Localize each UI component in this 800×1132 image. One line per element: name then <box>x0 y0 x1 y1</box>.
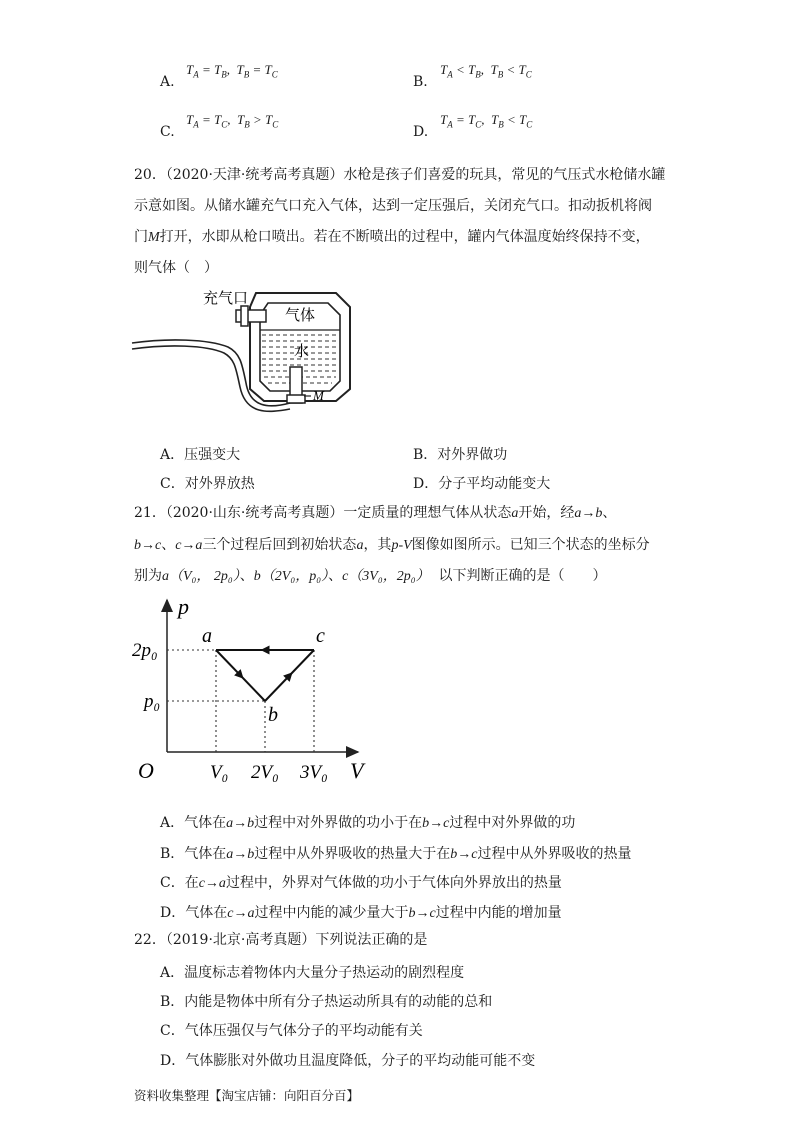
q21-line-1: 21．（2020·山东·统考高考真题）一定质量的理想气体从状态a开始，经a→b、 <box>134 505 617 521</box>
q20-line-1 <box>134 160 665 190</box>
q21-pv: p-V <box>391 538 412 553</box>
q20-source: （2020·天津·统考高考真题） <box>165 167 344 183</box>
q21-coord-b: b（2V₀，p₀） <box>253 569 329 584</box>
q22-option-d <box>160 1050 535 1070</box>
q21-process-ab: a→b <box>574 506 603 521</box>
q22-text: 下列说法正确的是 <box>315 932 428 948</box>
q21-text-1b: 开始，经 <box>518 505 575 521</box>
inlet-cap <box>241 306 248 326</box>
q21-number: 21． <box>134 505 166 521</box>
q20-line-2: 示意如图。从储水罐充气口充入气体，达到一定压强后，关闭充气口。扣动扳机将阀 <box>134 198 652 214</box>
pv-diagram <box>130 590 380 790</box>
q19-option-b-formula: $T_A < T_B$, $T_B < T_C$ <box>440 62 532 80</box>
q19-option-b-letter: B. <box>413 74 428 90</box>
q20-option-a <box>160 444 240 464</box>
q21-state-a-2: a <box>356 538 364 553</box>
q21-option-a-letter: A． <box>160 815 185 831</box>
q20-option-a-letter: A． <box>160 447 185 463</box>
q21-option-d-m2: b→c <box>408 906 436 921</box>
q22-option-d-text: 气体膨胀对外做功且温度降低，分子的平均动能可能不变 <box>185 1053 536 1069</box>
y-tick-label: p₀ <box>144 691 161 712</box>
q19-option-a-letter: A. <box>160 74 175 90</box>
q21-coord-a: a（V₀， 2p₀） <box>162 569 240 584</box>
q21-source: （2020·山东·统考高考真题） <box>165 505 344 521</box>
q22-option-a-letter: A． <box>160 965 185 981</box>
q20-option-d-letter: D． <box>413 476 439 492</box>
q22-source: （2019·北京·高考真题） <box>165 932 316 948</box>
q20-option-d-text: 分子平均动能变大 <box>438 476 551 492</box>
q21-option-a-mid: 过程中对外界做的功小于在 <box>254 815 423 831</box>
q22-option-c <box>160 1020 423 1040</box>
q19-option-c-letter: C. <box>160 124 175 140</box>
q21-text-3a: 别为 <box>134 568 162 584</box>
q21-text-1a: 一定质量的理想气体从状态 <box>343 505 512 521</box>
q20-option-c <box>160 473 255 493</box>
point-label-c: c <box>316 625 325 647</box>
q20-line-4: 则气体（ ） <box>134 260 218 276</box>
y-tick-label: 2p₀ <box>132 640 158 661</box>
q21-option-d-pre: 气体在 <box>185 905 228 921</box>
q21-option-a-m1: a→b <box>226 816 255 831</box>
q21-option-b-pre: 气体在 <box>184 846 227 862</box>
q21-option-d-letter: D． <box>160 905 186 921</box>
q19-option-c-formula: $T_A = T_C$, $T_B > T_C$ <box>186 112 279 130</box>
q22-option-b-letter: B． <box>160 994 185 1010</box>
q21-option-c <box>160 872 562 892</box>
water-label: 水 <box>294 344 310 360</box>
x-tick-label: V₀ <box>210 762 229 783</box>
q22-option-c-letter: C． <box>160 1023 185 1039</box>
point-label-b: b <box>268 704 278 726</box>
q20-option-c-text: 对外界放热 <box>184 476 255 492</box>
q22-option-c-text: 气体压强仅与气体分子的平均动能有关 <box>184 1023 423 1039</box>
q21-option-c-mid: 过程中，外界对气体做的功小于气体向外界放出的热量 <box>225 875 562 891</box>
q21-option-b-post: 过程中从外界吸收的热量 <box>477 846 632 862</box>
q19-option-d-formula: $T_A = T_C$, $T_B < T_C$ <box>440 112 533 130</box>
q21-state-a: a <box>511 506 519 521</box>
q21-option-b-m2: b→c <box>450 847 478 862</box>
gun-hose-outer <box>132 340 290 406</box>
q21-option-b <box>160 843 632 863</box>
q21-option-b-mid: 过程中从外界吸收的热量大于在 <box>254 846 451 862</box>
q21-option-d <box>160 902 562 922</box>
valve-label: M <box>313 388 324 403</box>
q20-text-3a: 门 <box>134 229 148 245</box>
q20-option-c-letter: C． <box>160 476 185 492</box>
q20-option-b-text: 对外界做功 <box>437 447 508 463</box>
q20-option-b <box>413 444 507 464</box>
q21-option-c-pre: 在 <box>184 875 199 891</box>
q21-line-2: b→c、c→a三个过程后回到初始状态a，其p-V图像如图所示。已知三个状态的坐标分 <box>134 537 650 553</box>
q21-process-ca: c→a <box>175 538 203 553</box>
q22-option-b <box>160 991 492 1011</box>
q20-option-a-text: 压强变大 <box>184 447 241 463</box>
q21-option-a-post: 过程中对外界做的功 <box>449 815 576 831</box>
q20-option-d <box>413 473 550 493</box>
q22-option-a <box>160 962 464 982</box>
q22-option-a-text: 温度标志着物体内大量分子热运动的剧烈程度 <box>184 965 465 981</box>
x-tick-label: 2V₀ <box>251 762 279 783</box>
q20-option-b-letter: B． <box>413 447 438 463</box>
arrow-ca <box>261 646 270 655</box>
q21-option-d-mid: 过程中内能的减少量大于 <box>254 905 409 921</box>
q21-text-2c: 图像如图所示。已知三个状态的坐标分 <box>411 537 650 553</box>
point-label-a: a <box>202 625 212 647</box>
q21-option-d-post: 过程中内能的增加量 <box>435 905 562 921</box>
page-footer: 资料收集整理【淘宝店铺：向阳百分百】 <box>134 1088 360 1103</box>
q20-number: 20． <box>134 167 166 183</box>
water-gun-figure <box>128 283 368 423</box>
origin-label: O <box>138 758 154 783</box>
x-tick-label: 3V₀ <box>300 762 328 783</box>
q21-coord-c: c（3V₀，2p₀） <box>342 569 430 584</box>
inlet-label: 充气口 <box>203 291 249 307</box>
gas-label: 气体 <box>285 308 316 324</box>
q21-option-b-letter: B． <box>160 846 185 862</box>
q22-option-d-letter: D． <box>160 1053 186 1069</box>
q20-text-1: 水枪是孩子们喜爱的玩具，常见的气压式水枪储水罐 <box>343 167 666 183</box>
q21-text-3b: 以下判断正确的是（ ） <box>438 568 607 584</box>
q22-number: 22． <box>134 932 166 948</box>
q20-line-3 <box>134 222 650 253</box>
valve-body <box>287 395 305 403</box>
q21-option-a <box>160 812 575 832</box>
p-axis-label: p <box>178 594 189 619</box>
q20-valve-symbol: M <box>148 230 160 245</box>
q21-text-2a: 三个过程后回到初始状态 <box>202 537 357 553</box>
q21-line-3: 别为a（V₀， 2p₀）、b（2V₀，p₀）、c（3V₀，2p₀） 以下判断正确的是（ ） <box>134 568 607 584</box>
q21-option-a-pre: 气体在 <box>184 815 227 831</box>
q19-option-a-formula: $T_A = T_B$, $T_B = T_C$ <box>186 62 278 80</box>
q19-option-d-letter: D. <box>413 124 429 140</box>
q21-option-d-m1: c→a <box>227 906 255 921</box>
q21-text-2b: ，其 <box>363 537 392 553</box>
q22-line-1 <box>134 925 427 955</box>
q21-process-bc: b→c <box>134 538 162 553</box>
v-axis-label: V <box>350 758 364 783</box>
q21-option-b-m1: a→b <box>226 847 255 862</box>
q20-text-3b: 打开，水即从枪口喷出。若在不断喷出的过程中，罐内气体温度始终保持不变， <box>159 229 650 245</box>
q21-option-c-m1: c→a <box>198 876 226 891</box>
q21-option-a-m2: b→c <box>422 816 450 831</box>
q22-option-b-text: 内能是物体中所有分子热运动所具有的动能的总和 <box>184 994 493 1010</box>
q21-option-c-letter: C． <box>160 875 185 891</box>
